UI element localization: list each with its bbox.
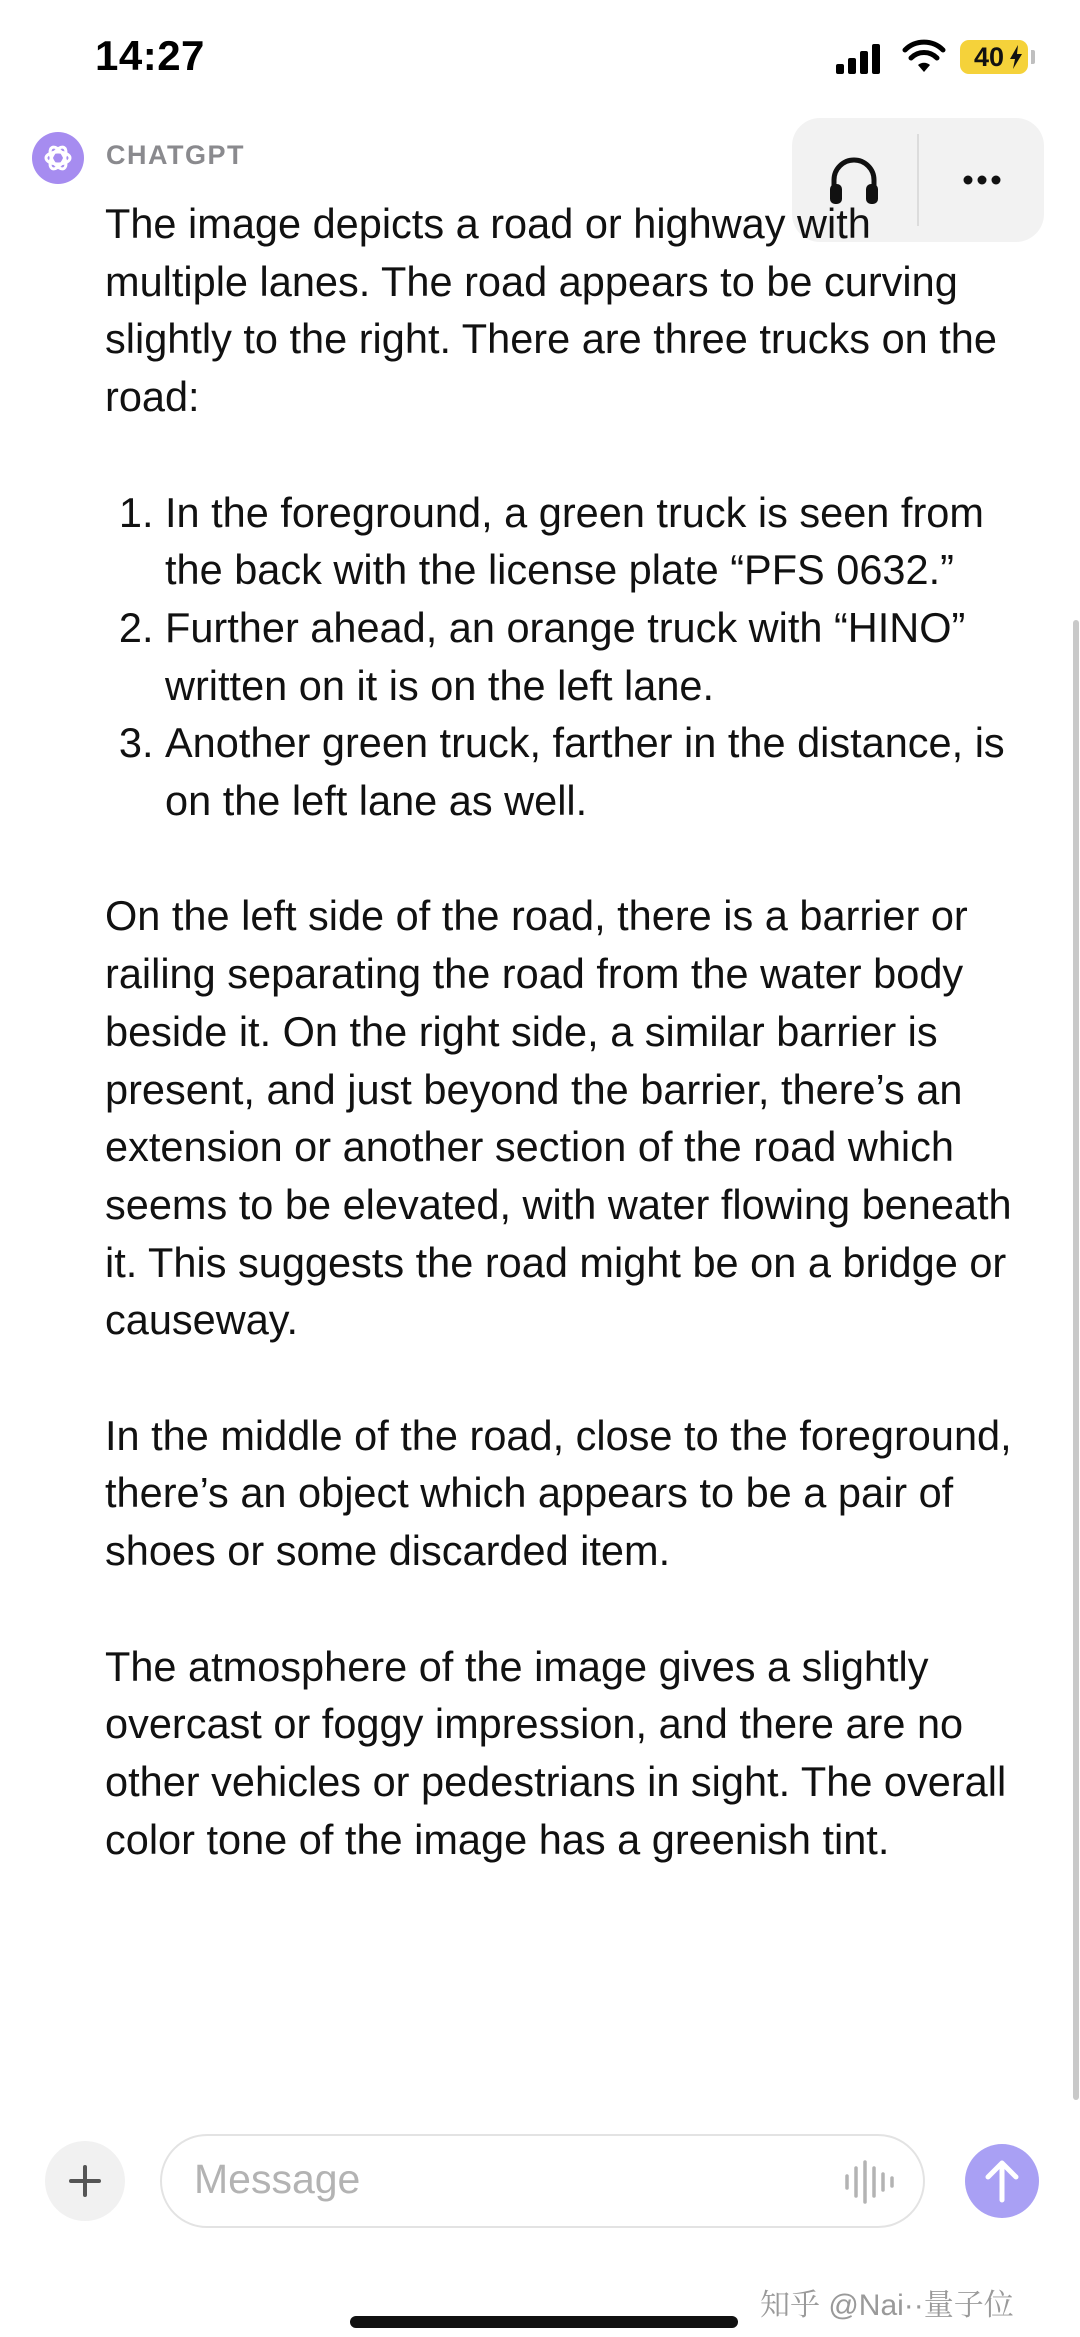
truck-list [105, 484, 1025, 830]
wifi-icon [902, 38, 946, 74]
add-attachment-button[interactable] [45, 2141, 125, 2221]
message-paragraph: On the left side of the road, there is a barrier or railing separating the road from the water body beside it. On the right side, a similar barrier is present, and just beyond the barrier, there’s an extension or another section of the road which seems to be elevated, with water flowing beneath it. This suggests the road might be on a bridge or causeway. [105, 892, 1012, 1344]
send-button[interactable] [965, 2144, 1039, 2218]
send-arrow-icon [965, 2144, 1039, 2218]
message-intro: The image depicts a road or highway with multiple lanes. The road appears to be curving slightly to the right. There are three trucks on the road: [105, 200, 997, 421]
voice-icon[interactable] [841, 2158, 897, 2206]
list-item: 2. Further ahead, an orange truck with “HINO” written on it is on the left lane. [165, 599, 1025, 714]
assistant-message [105, 195, 1025, 1926]
watermark: 知乎 @Nai··量子位 [760, 2289, 1014, 2322]
status-bar [0, 0, 1080, 120]
sender-name: CHATGPT [106, 140, 245, 170]
message-input[interactable] [160, 2134, 925, 2228]
cellular-signal-icon [836, 44, 884, 74]
message-paragraph: In the middle of the road, close to the foreground, there’s an object which appears to be a pair of shoes or some discarded item. [105, 1411, 1012, 1575]
message-placeholder: Message [194, 2156, 361, 2202]
battery-level: 40 [973, 42, 1005, 72]
scrollbar[interactable] [1073, 620, 1079, 2100]
openai-logo-icon [32, 132, 84, 184]
list-item: 1. In the foreground, a green truck is seen from the back with the license plate “PFS 0632.” [165, 484, 1025, 599]
list-item: 3. Another green truck, farther in the distance, is on the left lane as well. [165, 714, 1025, 829]
home-indicator[interactable] [350, 2316, 738, 2328]
avatar [32, 132, 84, 184]
charging-bolt-icon [1009, 45, 1023, 69]
message-paragraph: The atmosphere of the image gives a slightly overcast or foggy impression, and there are no other vehicles or pedestrians in sight. The overall color tone of the image has a greenish tint. [105, 1642, 1007, 1863]
battery-nub [1031, 50, 1035, 64]
plus-icon [45, 2141, 125, 2221]
battery-indicator [960, 40, 1028, 74]
status-time: 14:27 [95, 32, 205, 79]
